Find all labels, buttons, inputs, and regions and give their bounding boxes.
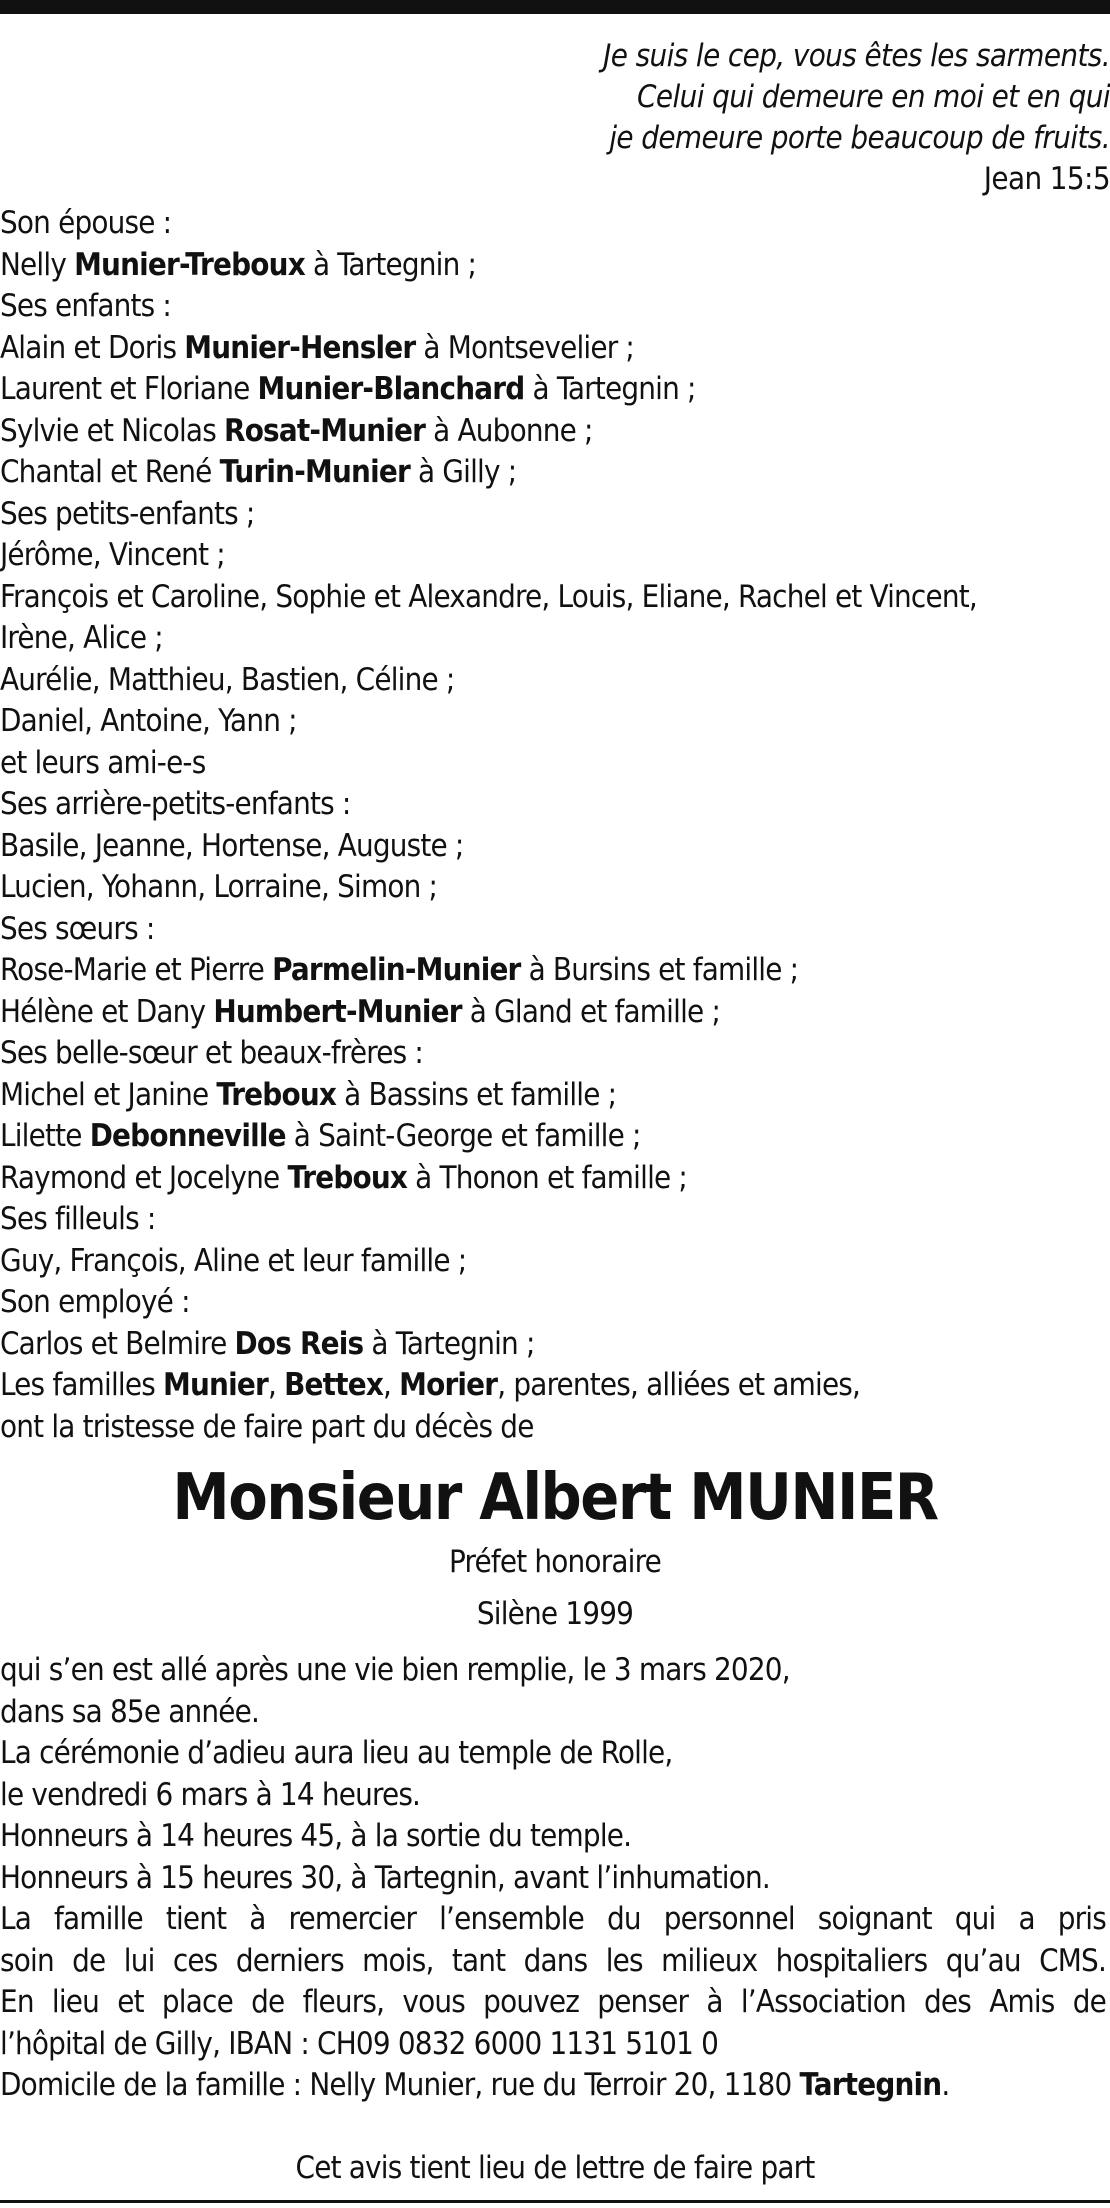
- family-name: Turin-Munier: [219, 454, 410, 490]
- text-segment: Ses sœurs :: [0, 910, 155, 947]
- text-segment: à Thonon et famille ;: [407, 1159, 688, 1196]
- text-segment: En lieu et place de fleurs, vous pouvez penser à l’Association des Amis de: [0, 1984, 1106, 2020]
- family-line: [0, 1241, 1110, 1283]
- text-segment: Honneurs à 14 heures 45, à la sortie du temple.: [0, 1818, 632, 1854]
- text-segment: Sylvie et Nicolas: [0, 412, 225, 449]
- family-line: [0, 1075, 1110, 1117]
- footer-note: Cet avis tient lieu de lettre de faire part: [295, 2150, 815, 2186]
- family-line: [0, 826, 1110, 868]
- body-line: [0, 2065, 1110, 2107]
- text-segment: à Gland et famille ;: [461, 993, 721, 1030]
- verse-line: Celui qui demeure en moi et en qui: [637, 79, 1110, 115]
- text-segment: Raymond et Jocelyne: [0, 1159, 288, 1196]
- text-segment: Rose-Marie et Pierre: [0, 952, 273, 988]
- verse-line: Je suis le cep, vous êtes les sarments.: [603, 38, 1110, 74]
- family-name: Humbert-Munier: [213, 993, 462, 1030]
- family-line: [0, 660, 1110, 702]
- family-line: [0, 1407, 1110, 1449]
- text-segment: soin de lui ces derniers mois, tant dans les milieux hospitaliers qu’au CMS.: [0, 1942, 1106, 1979]
- text-segment: François et Caroline, Sophie et Alexandre, Louis, Eliane, Rachel et Vincent,: [0, 578, 977, 615]
- text-segment: à Saint-George et famille ;: [285, 1118, 641, 1154]
- family-name: Debonneville: [89, 1118, 286, 1154]
- text-segment: à Bursins et famille ;: [520, 952, 799, 988]
- body-line: [0, 1816, 1110, 1858]
- family-line: [0, 1199, 1110, 1241]
- bottom-border-rule: [0, 2200, 1110, 2203]
- text-segment: Ses arrière-petits-enfants :: [0, 786, 351, 822]
- family-name: Treboux: [216, 1076, 337, 1113]
- family-line: [0, 1158, 1110, 1200]
- text-segment: Guy, François, Aline et leur famille ;: [0, 1242, 467, 1279]
- body-line: [0, 2024, 1110, 2066]
- family-line: [0, 701, 1110, 743]
- family-line: [0, 867, 1110, 909]
- body-line: [0, 1692, 1110, 1734]
- text-segment: Aurélie, Matthieu, Bastien, Céline ;: [0, 661, 455, 698]
- deceased-name: Monsieur Albert MUNIER: [172, 1461, 938, 1535]
- family-line: [0, 245, 1110, 287]
- family-name: Munier-Hensler: [184, 329, 416, 366]
- family-line: [0, 618, 1110, 660]
- text-segment: à Tartegnin ;: [524, 371, 696, 407]
- announcement-body: [0, 1650, 1110, 2107]
- text-segment: Laurent et Floriane: [0, 371, 258, 407]
- family-name: Parmelin-Munier: [272, 952, 521, 988]
- family-line: [0, 784, 1110, 826]
- body-line: [0, 1941, 1106, 1983]
- text-segment: l’hôpital de Gilly, IBAN : CH09 0832 6000 1131 5101 0: [0, 2025, 719, 2062]
- text-segment: .: [941, 2067, 950, 2103]
- family-line: [0, 577, 1110, 619]
- deceased-title: Préfet honoraire: [449, 1544, 661, 1580]
- family-list: [0, 203, 1110, 1448]
- text-segment: Domicile de la famille : Nelly Munier, rue du Terroir 20, 1180: [0, 2067, 800, 2103]
- family-line: [0, 1365, 1110, 1407]
- family-line: [0, 328, 1110, 370]
- verse-reference: Jean 15:5: [983, 161, 1110, 197]
- text-segment: qui s’en est allé après une vie bien remplie, le 3 mars 2020,: [0, 1652, 790, 1688]
- text-segment: à Bassins et famille ;: [336, 1076, 617, 1113]
- text-segment: Ses filleuls :: [0, 1201, 156, 1237]
- family-name: Munier-Blanchard: [257, 371, 525, 407]
- text-segment: Son employé :: [0, 1284, 190, 1320]
- text-segment: Carlos et Belmire: [0, 1325, 235, 1362]
- text-segment: Nelly: [0, 246, 75, 283]
- body-line: [0, 1733, 1110, 1775]
- text-segment: La famille tient à remercier l’ensemble du personnel soignant qui a pris: [0, 1901, 1106, 1937]
- text-segment: ont la tristesse de faire part du décès de: [0, 1408, 534, 1445]
- text-segment: Irène, Alice ;: [0, 620, 163, 656]
- text-segment: Daniel, Antoine, Yann ;: [0, 703, 297, 739]
- family-name: Bettex: [284, 1367, 384, 1403]
- body-line: [0, 1775, 1110, 1817]
- bible-verse: [0, 36, 1110, 200]
- family-line: [0, 494, 1110, 536]
- family-line: [0, 452, 1110, 494]
- text-segment: Lilette: [0, 1118, 90, 1154]
- text-segment: Honneurs à 15 heures 30, à Tartegnin, avant l’inhumation.: [0, 1859, 770, 1896]
- family-name: Munier-Treboux: [74, 246, 305, 283]
- text-segment: Ses petits-enfants ;: [0, 495, 255, 532]
- text-segment: Hélène et Dany: [0, 993, 214, 1030]
- text-segment: à Gilly ;: [409, 454, 517, 490]
- family-line: [0, 909, 1110, 951]
- top-border-bar: [0, 0, 1110, 14]
- body-line: [0, 1899, 1106, 1941]
- family-line: [0, 950, 1110, 992]
- family-line: [0, 286, 1110, 328]
- text-segment: Jérôme, Vincent ;: [0, 537, 225, 573]
- text-segment: à Tartegnin ;: [304, 246, 477, 283]
- text-segment: ,: [267, 1367, 285, 1403]
- family-line: [0, 411, 1110, 453]
- family-line: [0, 369, 1110, 411]
- family-name: Morier: [399, 1367, 498, 1403]
- family-name: Tartegnin: [799, 2067, 942, 2103]
- text-segment: Son épouse :: [0, 205, 172, 241]
- family-line: [0, 1033, 1110, 1075]
- text-segment: à Aubonne ;: [425, 412, 593, 449]
- family-line: [0, 743, 1110, 785]
- family-line: [0, 1282, 1110, 1324]
- text-segment: , parentes, alliées et amies,: [497, 1367, 861, 1403]
- text-segment: dans sa 85e année.: [0, 1693, 260, 1730]
- text-segment: Basile, Jeanne, Hortense, Auguste ;: [0, 827, 464, 864]
- text-segment: à Montsevelier ;: [415, 329, 635, 366]
- family-line: [0, 1116, 1110, 1158]
- text-segment: Alain et Doris: [0, 329, 185, 366]
- text-segment: Chantal et René: [0, 454, 220, 490]
- family-line: [0, 535, 1110, 577]
- body-line: [0, 1982, 1106, 2024]
- text-segment: et leurs ami-e-s: [0, 744, 206, 781]
- family-line: [0, 992, 1110, 1034]
- text-segment: La cérémonie d’adieu aura lieu au temple de Rolle,: [0, 1735, 673, 1771]
- family-name: Rosat-Munier: [224, 412, 426, 449]
- text-segment: ,: [383, 1367, 400, 1403]
- text-segment: Ses enfants :: [0, 288, 171, 324]
- family-line: [0, 1324, 1110, 1366]
- text-segment: le vendredi 6 mars à 14 heures.: [0, 1776, 421, 1813]
- family-line: [0, 203, 1110, 245]
- text-segment: à Tartegnin ;: [363, 1325, 535, 1362]
- deceased-note: Silène 1999: [476, 1596, 634, 1632]
- verse-line: je demeure porte beaucoup de fruits.: [609, 120, 1110, 156]
- text-segment: Les familles: [0, 1367, 164, 1403]
- text-segment: Michel et Janine: [0, 1076, 217, 1113]
- family-name: Treboux: [287, 1159, 408, 1196]
- text-segment: Ses belle-sœur et beaux-frères :: [0, 1035, 423, 1071]
- text-segment: Lucien, Yohann, Lorraine, Simon ;: [0, 869, 438, 905]
- family-name: Munier: [163, 1367, 268, 1403]
- body-line: [0, 1858, 1110, 1900]
- body-line: [0, 1650, 1110, 1692]
- family-name: Dos Reis: [234, 1325, 364, 1362]
